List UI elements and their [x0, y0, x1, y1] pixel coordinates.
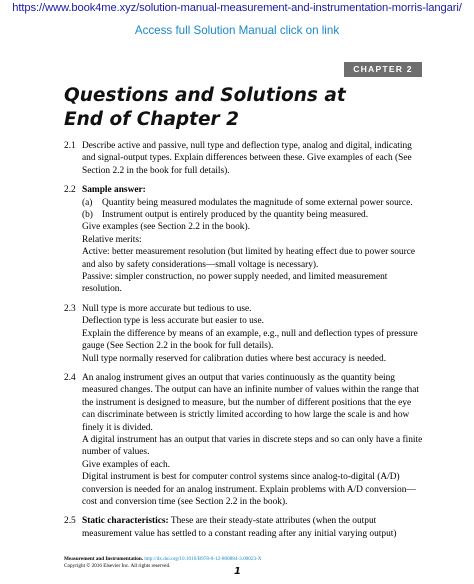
question-number: 2.2 — [64, 185, 76, 196]
access-solution-link[interactable]: Access full Solution Manual click on link — [134, 24, 340, 37]
item-b-label: (b) — [82, 210, 93, 221]
question-2-1-text: Describe active and passive, null type and deflection type, analog and digital, indicating and signal-output types. Explain differences between these. Give examples of each (See Section 2.2 in the book for full details). — [82, 141, 412, 176]
questions-body — [64, 140, 424, 547]
question-number: 2.5 — [64, 516, 76, 527]
chapter-badge: CHAPTER 2 — [344, 62, 422, 77]
answer-line-3: Explain the difference by means of an example, e.g., null and deflection types of pressure gauge (See Section 2.2 in the book for full details). — [82, 328, 418, 352]
header-url-link[interactable]: https://www.book4me.xyz/solution-manual-measurement-and-instrumentation-morris-langari/ — [12, 2, 462, 14]
answer-line-1: Null type is more accurate but tedious to use. — [82, 303, 252, 314]
footer-book-title: Measurement and Instrumentation. — [64, 556, 144, 562]
active-merits: Active: better measurement resolution (but limited by heating effect due to power source and also by safety considerations—small voltage is necessary). — [82, 247, 416, 270]
page-number: 1 — [234, 566, 241, 577]
item-a-label: (a) — [82, 197, 93, 208]
title-line-2: End of Chapter 2 — [64, 109, 239, 130]
question-text — [82, 515, 424, 540]
question-number: 2.3 — [64, 303, 76, 314]
item-b-text: Instrument output is entirely produced by the quantity being measured. — [102, 210, 369, 221]
question-2-3 — [64, 303, 424, 365]
title-line-1: Questions and Solutions at — [64, 85, 346, 106]
question-text — [82, 372, 424, 508]
answer-item-b — [82, 209, 424, 221]
question-text — [82, 184, 424, 296]
question-2-5 — [64, 515, 424, 540]
page-footer — [64, 556, 424, 569]
sample-answer-heading: Sample answer: — [82, 185, 146, 196]
question-text — [82, 140, 424, 177]
passive-merits: Passive: simpler construction, no power supply needed, and limited measurement resolution. — [82, 272, 388, 295]
question-text — [82, 303, 424, 365]
answer-paragraph-1: An analog instrument gives an output that varies continuously as the quantity being measured changes. The output can have an infinite number of values within the range that the instrument is designed to measure, but the number of different positions that the eye can discriminate between is strictly limited according to how large the scale is and how finely it is divided. — [82, 372, 419, 433]
item-a-text: Quantity being measured modulates the magnitude of some external power source. — [102, 197, 413, 208]
footer-doi-link[interactable]: http://dx.doi.org/10.1016/B978-0-12-800884-3.00023-X — [144, 556, 262, 562]
answer-paragraph-2: A digital instrument has an output that varies in discrete steps and so can only have a finite number of values. — [82, 434, 423, 458]
question-2-1 — [64, 140, 424, 177]
question-number: 2.4 — [64, 372, 76, 383]
answer-item-a — [82, 197, 424, 209]
question-2-2 — [64, 184, 424, 296]
answer-paragraph-4: Digital instrument is best for computer control systems since analog-to-digital (A/D) conversion is needed for an analog instrument. Explain problems with A/D conversion—cost and conversion time (see Section 2.2 in the book). — [82, 472, 416, 507]
answer-line-2: Deflection type is less accurate but easier to use. — [82, 316, 264, 327]
question-2-4 — [64, 372, 424, 508]
question-number: 2.1 — [64, 141, 76, 151]
static-characteristics-text: These are their steady-state attributes (when the output measurement value has settled to a constant reading after any initial varying output) — [82, 516, 397, 539]
answer-paragraph-3: Give examples of each. — [82, 459, 170, 470]
static-characteristics — [82, 515, 424, 540]
answer-line-4: Null type normally reserved for calibration duties where best accuracy is needed. — [82, 353, 387, 364]
merits-line: Relative merits: — [82, 234, 142, 245]
page-title — [64, 84, 424, 132]
static-characteristics-label: Static characteristics: — [82, 516, 169, 527]
footer-copyright: Copyright © 2016 Elsevier Inc. All rights reserved. — [64, 562, 171, 569]
examples-line: Give examples (see Section 2.2 in the book). — [82, 222, 250, 233]
